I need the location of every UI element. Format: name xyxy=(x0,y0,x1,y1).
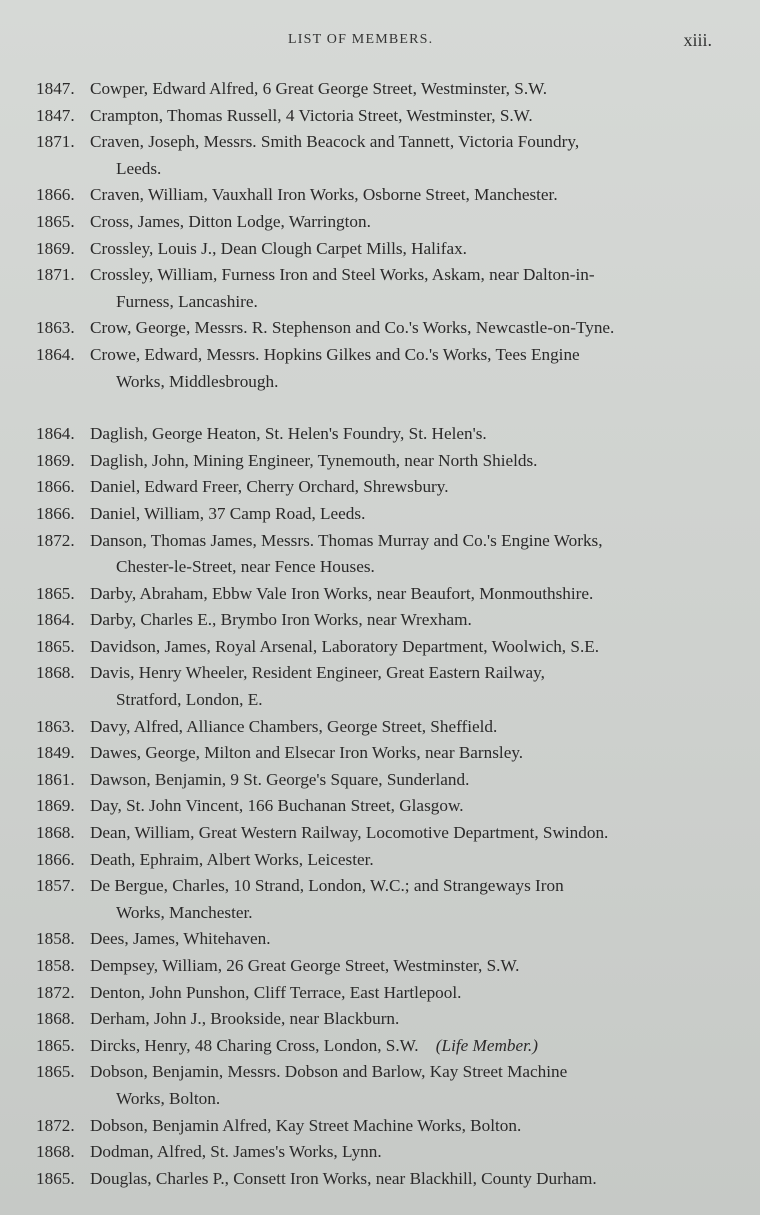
member-details xyxy=(90,980,720,1007)
member-entry xyxy=(0,501,760,528)
member-entry xyxy=(0,926,760,953)
member-entry xyxy=(0,103,760,130)
member-details xyxy=(90,501,720,528)
member-year: 1864. xyxy=(36,424,75,444)
member-year: 1871. xyxy=(36,132,75,152)
member-name-address: Day, St. John Vincent, 166 Buchanan Street, Glasgow. xyxy=(90,796,464,816)
member-details xyxy=(90,474,720,501)
member-year: 1872. xyxy=(36,1115,75,1135)
member-year: 1863. xyxy=(36,716,75,736)
member-name-address: Death, Ephraim, Albert Works, Leicester. xyxy=(90,849,374,869)
member-year: 1865. xyxy=(36,1062,75,1082)
member-details xyxy=(90,740,720,767)
member-name-address: Dawson, Benjamin, 9 St. George's Square, Sunderland. xyxy=(90,769,470,789)
member-name-address: Derham, John J., Brookside, near Blackburn. xyxy=(90,1009,400,1029)
member-entry xyxy=(0,767,760,794)
member-year: 1868. xyxy=(36,663,75,683)
member-entry xyxy=(0,793,760,820)
member-name-address: Dodman, Alfred, St. James's Works, Lynn. xyxy=(90,1142,382,1162)
page-number: xiii. xyxy=(683,30,712,50)
member-details xyxy=(90,820,720,847)
member-year: 1847. xyxy=(36,79,75,98)
member-entry xyxy=(0,262,760,315)
member-group xyxy=(0,76,760,395)
member-entry xyxy=(0,1113,760,1140)
member-name-address: Dobson, Benjamin Alfred, Kay Street Machine Works, Bolton. xyxy=(90,1115,522,1135)
member-year: 1866. xyxy=(36,849,75,869)
member-name-address: Dircks, Henry, 48 Charing Cross, London, S.W. xyxy=(90,1035,419,1055)
member-year: 1858. xyxy=(36,929,75,949)
member-details xyxy=(90,1166,720,1193)
member-details xyxy=(90,209,720,236)
member-name-address: Davidson, James, Royal Arsenal, Laboratory Department, Woolwich, S.E. xyxy=(90,636,600,656)
member-entry xyxy=(0,1059,760,1112)
member-address-continued: Chester-le-Street, near Fence Houses. xyxy=(116,557,375,577)
member-name-address: Dempsey, William, 26 Great George Street, Westminster, S.W. xyxy=(90,956,520,975)
member-address-continued: Works, Middlesbrough. xyxy=(116,371,279,391)
member-details xyxy=(90,1059,720,1112)
member-address-continued: Stratford, London, E. xyxy=(116,690,263,710)
member-entry xyxy=(0,740,760,767)
member-details xyxy=(90,262,720,315)
member-name-address: Douglas, Charles P., Consett Iron Works, near Blackhill, County Durham. xyxy=(90,1168,597,1188)
member-entry xyxy=(0,1033,760,1060)
member-details xyxy=(90,607,720,634)
member-entry xyxy=(0,209,760,236)
member-entry xyxy=(0,1166,760,1193)
member-details xyxy=(90,1006,720,1033)
member-details xyxy=(90,342,720,395)
member-name-address: Crampton, Thomas Russell, 4 Victoria Street, Westminster, S.W. xyxy=(90,105,533,125)
member-details xyxy=(90,873,720,926)
member-name-address: Daglish, George Heaton, St. Helen's Foundry, St. Helen's. xyxy=(90,424,487,444)
member-details xyxy=(90,315,720,342)
member-list xyxy=(0,76,760,1192)
member-entry xyxy=(0,660,760,713)
member-entry xyxy=(0,1139,760,1166)
member-name-address: Cross, James, Ditton Lodge, Warrington. xyxy=(90,211,371,231)
member-year: 1864. xyxy=(36,610,75,630)
member-name-address: Crossley, Louis J., Dean Clough Carpet Mills, Halifax. xyxy=(90,238,467,258)
member-year: 1865. xyxy=(36,211,75,231)
member-note: (Life Member.) xyxy=(435,1035,538,1055)
member-year: 1865. xyxy=(36,636,75,656)
member-details xyxy=(90,448,720,475)
member-entry xyxy=(0,820,760,847)
member-name-address: Crossley, William, Furness Iron and Steel Works, Askam, near Dalton-in- xyxy=(90,265,595,285)
member-name-address: Crow, George, Messrs. R. Stephenson and Co.'s Works, Newcastle-on-Tyne. xyxy=(90,318,615,338)
member-entry xyxy=(0,421,760,448)
member-details xyxy=(90,660,720,713)
member-address-continued: Works, Manchester. xyxy=(116,902,253,922)
member-name-address: Daniel, William, 37 Camp Road, Leeds. xyxy=(90,503,366,523)
member-name-address: Daglish, John, Mining Engineer, Tynemouth, near North Shields. xyxy=(90,450,538,470)
member-details xyxy=(90,182,720,209)
member-year: 1857. xyxy=(36,876,75,896)
member-details xyxy=(90,847,720,874)
member-details xyxy=(90,76,720,103)
member-year: 1868. xyxy=(36,1142,75,1162)
member-name-address: Davy, Alfred, Alliance Chambers, George Street, Sheffield. xyxy=(90,716,498,736)
member-year: 1858. xyxy=(36,956,75,975)
member-year: 1868. xyxy=(36,823,75,843)
member-name-address: De Bergue, Charles, 10 Strand, London, W.C.; and Strangeways Iron xyxy=(90,876,564,896)
member-name-address: Dawes, George, Milton and Elsecar Iron Works, near Barnsley. xyxy=(90,743,524,763)
member-name-address: Daniel, Edward Freer, Cherry Orchard, Shrewsbury. xyxy=(90,477,449,497)
member-year: 1868. xyxy=(36,1009,75,1029)
member-year: 1865. xyxy=(36,1035,75,1055)
member-group xyxy=(0,421,760,1192)
member-name-address: Davis, Henry Wheeler, Resident Engineer, Great Eastern Railway, xyxy=(90,663,545,683)
member-year: 1863. xyxy=(36,318,75,338)
member-details xyxy=(90,634,720,661)
member-entry xyxy=(0,1006,760,1033)
member-year: 1869. xyxy=(36,796,75,816)
member-entry xyxy=(0,448,760,475)
member-entry xyxy=(0,474,760,501)
member-year: 1869. xyxy=(36,450,75,470)
member-entry xyxy=(0,714,760,741)
member-details xyxy=(90,714,720,741)
member-name-address: Danson, Thomas James, Messrs. Thomas Murray and Co.'s Engine Works, xyxy=(90,530,603,550)
member-entry xyxy=(0,581,760,608)
member-entry xyxy=(0,953,760,980)
member-entry xyxy=(0,980,760,1007)
member-entry xyxy=(0,528,760,581)
member-year: 1866. xyxy=(36,503,75,523)
member-details xyxy=(90,1033,720,1060)
member-year: 1847. xyxy=(36,105,75,125)
running-title: LIST OF MEMBERS. xyxy=(288,32,434,47)
member-address-continued: Leeds. xyxy=(116,158,162,178)
member-year: 1865. xyxy=(36,1168,75,1188)
member-year: 1865. xyxy=(36,583,75,603)
member-name-address: Dean, William, Great Western Railway, Locomotive Department, Swindon. xyxy=(90,823,609,843)
member-entry xyxy=(0,236,760,263)
member-entry xyxy=(0,76,760,103)
member-name-address: Crowe, Edward, Messrs. Hopkins Gilkes and Co.'s Works, Tees Engine xyxy=(90,344,580,364)
member-entry xyxy=(0,182,760,209)
member-name-address: Darby, Abraham, Ebbw Vale Iron Works, near Beaufort, Monmouthshire. xyxy=(90,583,594,603)
member-year: 1869. xyxy=(36,238,75,258)
member-entry xyxy=(0,634,760,661)
member-year: 1872. xyxy=(36,530,75,550)
member-details xyxy=(90,581,720,608)
member-address-continued: Works, Bolton. xyxy=(116,1088,221,1108)
member-details xyxy=(90,926,720,953)
member-entry xyxy=(0,129,760,182)
member-year: 1871. xyxy=(36,265,75,285)
member-details xyxy=(90,953,720,980)
member-details xyxy=(90,103,720,130)
member-entry xyxy=(0,847,760,874)
member-name-address: Cowper, Edward Alfred, 6 Great George Street, Westminster, S.W. xyxy=(90,79,548,98)
member-name-address: Craven, William, Vauxhall Iron Works, Osborne Street, Manchester. xyxy=(90,185,558,205)
member-entry xyxy=(0,873,760,926)
member-details xyxy=(90,767,720,794)
member-entry xyxy=(0,342,760,395)
member-name-address: Craven, Joseph, Messrs. Smith Beacock and Tannett, Victoria Foundry, xyxy=(90,132,580,152)
member-details xyxy=(90,1139,720,1166)
member-year: 1861. xyxy=(36,769,75,789)
member-name-address: Dobson, Benjamin, Messrs. Dobson and Barlow, Kay Street Machine xyxy=(90,1062,568,1082)
member-address-continued: Furness, Lancashire. xyxy=(116,291,258,311)
member-year: 1866. xyxy=(36,477,75,497)
member-year: 1872. xyxy=(36,982,75,1002)
member-details xyxy=(90,528,720,581)
member-name-address: Dees, James, Whitehaven. xyxy=(90,929,271,949)
member-year: 1864. xyxy=(36,344,75,364)
member-year: 1849. xyxy=(36,743,75,763)
member-entry xyxy=(0,315,760,342)
page-header xyxy=(0,30,760,58)
member-details xyxy=(90,1113,720,1140)
member-entry xyxy=(0,607,760,634)
member-name-address: Denton, John Punshon, Cliff Terrace, East Hartlepool. xyxy=(90,982,462,1002)
member-name-address: Darby, Charles E., Brymbo Iron Works, near Wrexham. xyxy=(90,610,472,630)
member-details xyxy=(90,129,720,182)
member-details xyxy=(90,421,720,448)
member-details xyxy=(90,236,720,263)
member-details xyxy=(90,793,720,820)
member-year: 1866. xyxy=(36,185,75,205)
